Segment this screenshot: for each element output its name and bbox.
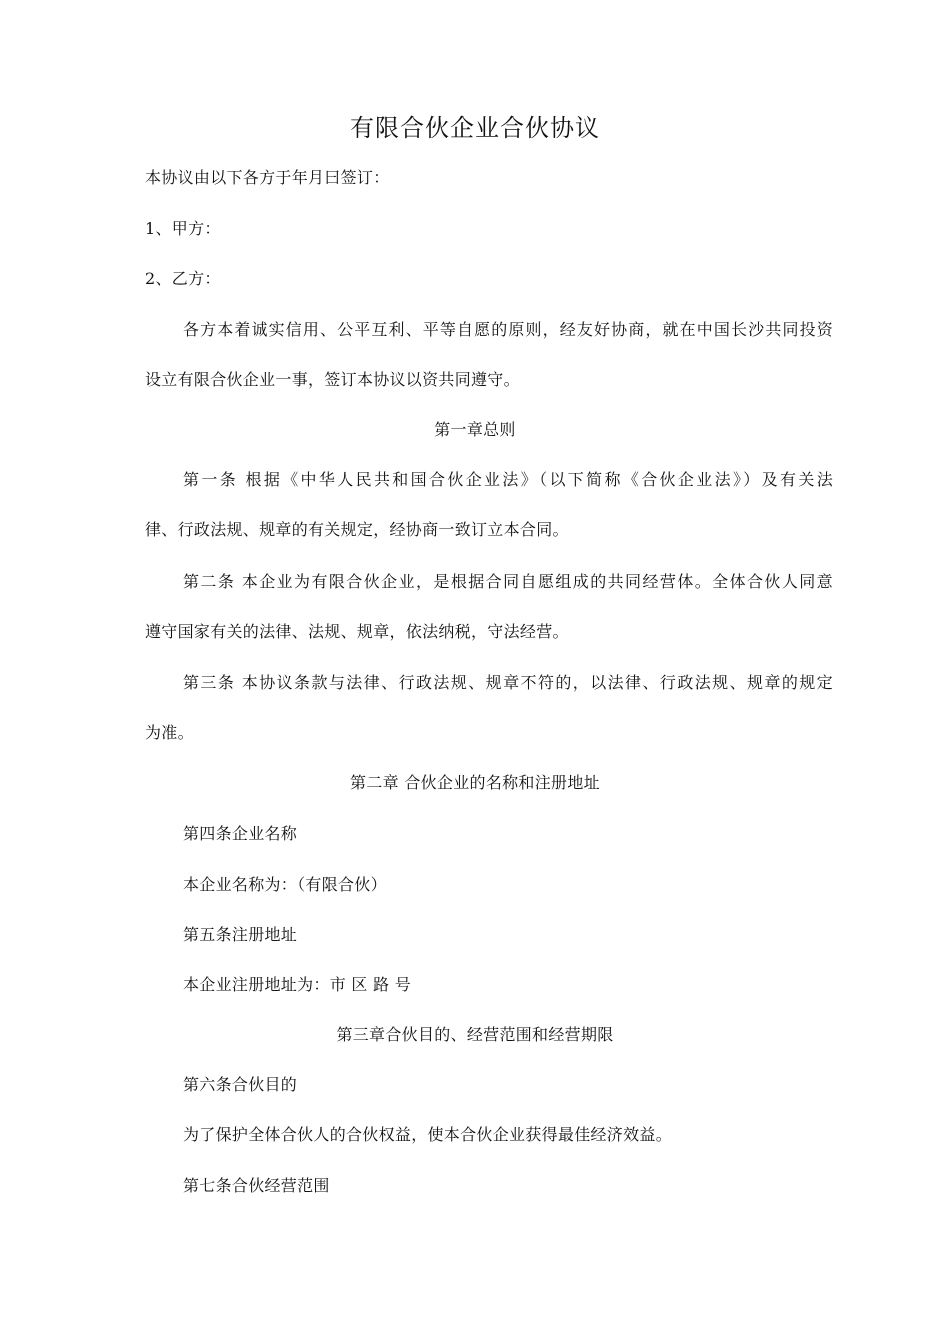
- chapter-2-heading: 第二章 合伙企业的名称和注册地址: [350, 773, 600, 792]
- article-5-heading: 第五条注册地址: [183, 925, 298, 944]
- article-2-line-1: 第二条 本企业为有限合伙企业，是根据合同自愿组成的共同经营体。全体合伙人同意: [183, 572, 833, 591]
- article-6-content: 为了保护全体合伙人的合伙权益，使本合伙企业获得最佳经济效益。: [183, 1125, 673, 1144]
- chapter-3-heading: 第三章合伙目的、经营范围和经营期限: [336, 1025, 614, 1044]
- article-3-line-1: 第三条 本协议条款与法律、行政法规、规章不符的，以法律、行政法规、规章的规定: [183, 673, 833, 692]
- article-6-heading: 第六条合伙目的: [183, 1075, 298, 1094]
- article-3-line-2: 为准。: [145, 723, 194, 742]
- article-2-line-2: 遵守国家有关的法律、法规、规章，依法纳税，守法经营。: [145, 622, 569, 641]
- intro-text: 本协议由以下各方于年月曰签订：: [145, 168, 390, 187]
- article-1-line-1: 第一条 根据《中华人民共和国合伙企业法》（以下简称《合伙企业法》）及有关法: [183, 470, 833, 489]
- article-7-heading: 第七条合伙经营范围: [183, 1176, 330, 1195]
- preamble-line-1: 各方本着诚实信用、公平互利、平等自愿的原则，经友好协商，就在中国长沙共同投资: [183, 320, 833, 339]
- article-5-content: 本企业注册地址为：市 区 路 号: [183, 975, 412, 994]
- preamble-line-2: 设立有限合伙企业一事，签订本协议以资共同遵守。: [145, 370, 520, 389]
- article-4-content: 本企业名称为：（有限合伙）: [183, 875, 387, 894]
- party-b-line: 2、乙方：: [145, 269, 221, 288]
- party-a-line: 1、甲方：: [145, 219, 221, 238]
- chapter-1-heading: 第一章总则: [434, 420, 516, 439]
- article-4-heading: 第四条企业名称: [183, 824, 298, 843]
- document-title: 有限合伙企业合伙协议: [350, 114, 600, 142]
- article-1-line-2: 律、行政法规、规章的有关规定，经协商一致订立本合同。: [145, 520, 569, 539]
